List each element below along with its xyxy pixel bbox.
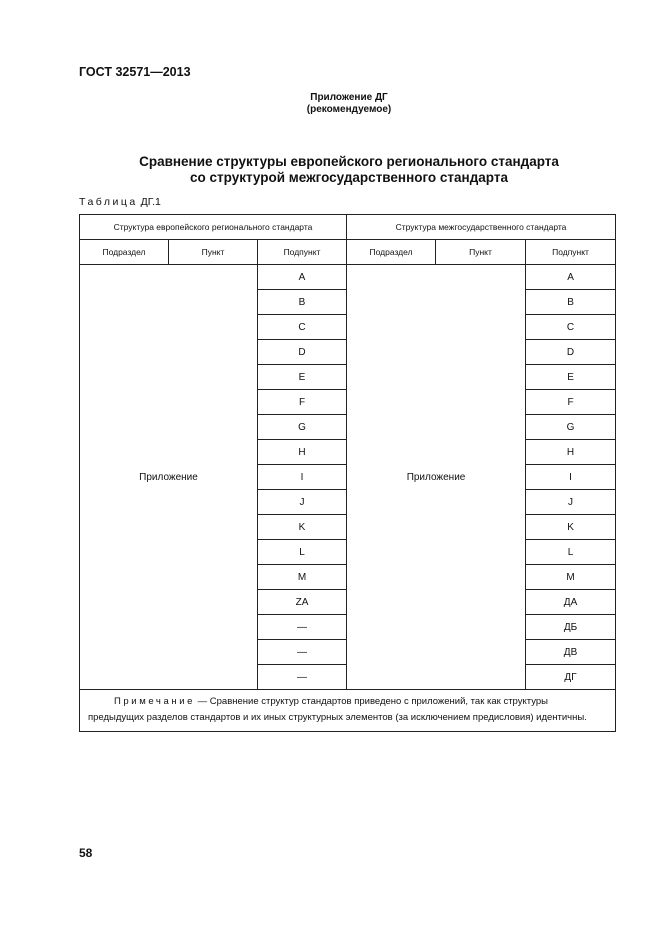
cell-interstate-subclause: ДГ: [526, 665, 616, 690]
cell-interstate-subclause: K: [526, 515, 616, 540]
column-header: Подпункт: [526, 240, 616, 265]
cell-european-subclause: G: [258, 415, 347, 440]
group-header-interstate: Структура межгосударственного стандарта: [347, 215, 616, 240]
cell-european-subclause: F: [258, 390, 347, 415]
table-note-row: [80, 690, 616, 732]
cell-interstate-subclause: ДБ: [526, 615, 616, 640]
cell-interstate-subclause: ДА: [526, 590, 616, 615]
cell-interstate-subclause: C: [526, 315, 616, 340]
column-header: Подраздел: [80, 240, 169, 265]
cell-interstate-subclause: D: [526, 340, 616, 365]
cell-european-subclause: J: [258, 490, 347, 515]
merged-cell-interstate-appendix: Приложение: [347, 265, 526, 690]
cell-european-subclause: K: [258, 515, 347, 540]
cell-european-subclause: C: [258, 315, 347, 340]
cell-interstate-subclause: F: [526, 390, 616, 415]
table-note: [80, 690, 616, 732]
cell-interstate-subclause: J: [526, 490, 616, 515]
table-row: [80, 265, 616, 290]
cell-interstate-subclause: ДВ: [526, 640, 616, 665]
document-title-line-1: Сравнение структуры европейского регионального стандарта: [139, 154, 559, 169]
cell-interstate-subclause: H: [526, 440, 616, 465]
merged-cell-european-appendix: Приложение: [80, 265, 258, 690]
page-number: 58: [79, 846, 93, 860]
table-caption-number: ДГ.1: [140, 196, 161, 208]
cell-interstate-subclause: G: [526, 415, 616, 440]
standard-code: ГОСТ 32571—2013: [79, 65, 191, 79]
group-header-european: Структура европейского регионального стандарта: [80, 215, 347, 240]
cell-european-subclause: L: [258, 540, 347, 565]
table-caption-label: Таблица: [79, 196, 138, 208]
cell-interstate-subclause: I: [526, 465, 616, 490]
appendix-title: Приложение ДГ: [310, 92, 388, 103]
table-caption: [79, 196, 161, 208]
cell-interstate-subclause: E: [526, 365, 616, 390]
cell-interstate-subclause: M: [526, 565, 616, 590]
cell-european-subclause: —: [258, 640, 347, 665]
cell-european-subclause: E: [258, 365, 347, 390]
comparison-table: [79, 214, 616, 732]
column-header: Пункт: [169, 240, 258, 265]
cell-european-subclause: —: [258, 665, 347, 690]
table-column-header-row: [80, 240, 616, 265]
cell-interstate-subclause: B: [526, 290, 616, 315]
note-label: Примечание: [114, 696, 195, 707]
column-header: Подпункт: [258, 240, 347, 265]
cell-european-subclause: D: [258, 340, 347, 365]
cell-european-subclause: ZA: [258, 590, 347, 615]
cell-european-subclause: A: [258, 265, 347, 290]
column-header: Пункт: [436, 240, 526, 265]
cell-european-subclause: I: [258, 465, 347, 490]
note-text: — Сравнение структур стандартов приведено с приложений, так как структуры предыдущих разделов стандартов и их иных структурных элементов (за исключением предисловия) идентичны.: [88, 696, 587, 723]
cell-european-subclause: M: [258, 565, 347, 590]
cell-european-subclause: —: [258, 615, 347, 640]
cell-european-subclause: H: [258, 440, 347, 465]
cell-interstate-subclause: A: [526, 265, 616, 290]
table-group-header-row: [80, 215, 616, 240]
appendix-status: (рекомендуемое): [306, 104, 392, 115]
column-header: Подраздел: [347, 240, 436, 265]
document-title-line-2: со структурой межгосударственного стандарта: [190, 170, 508, 185]
cell-interstate-subclause: L: [526, 540, 616, 565]
cell-european-subclause: B: [258, 290, 347, 315]
